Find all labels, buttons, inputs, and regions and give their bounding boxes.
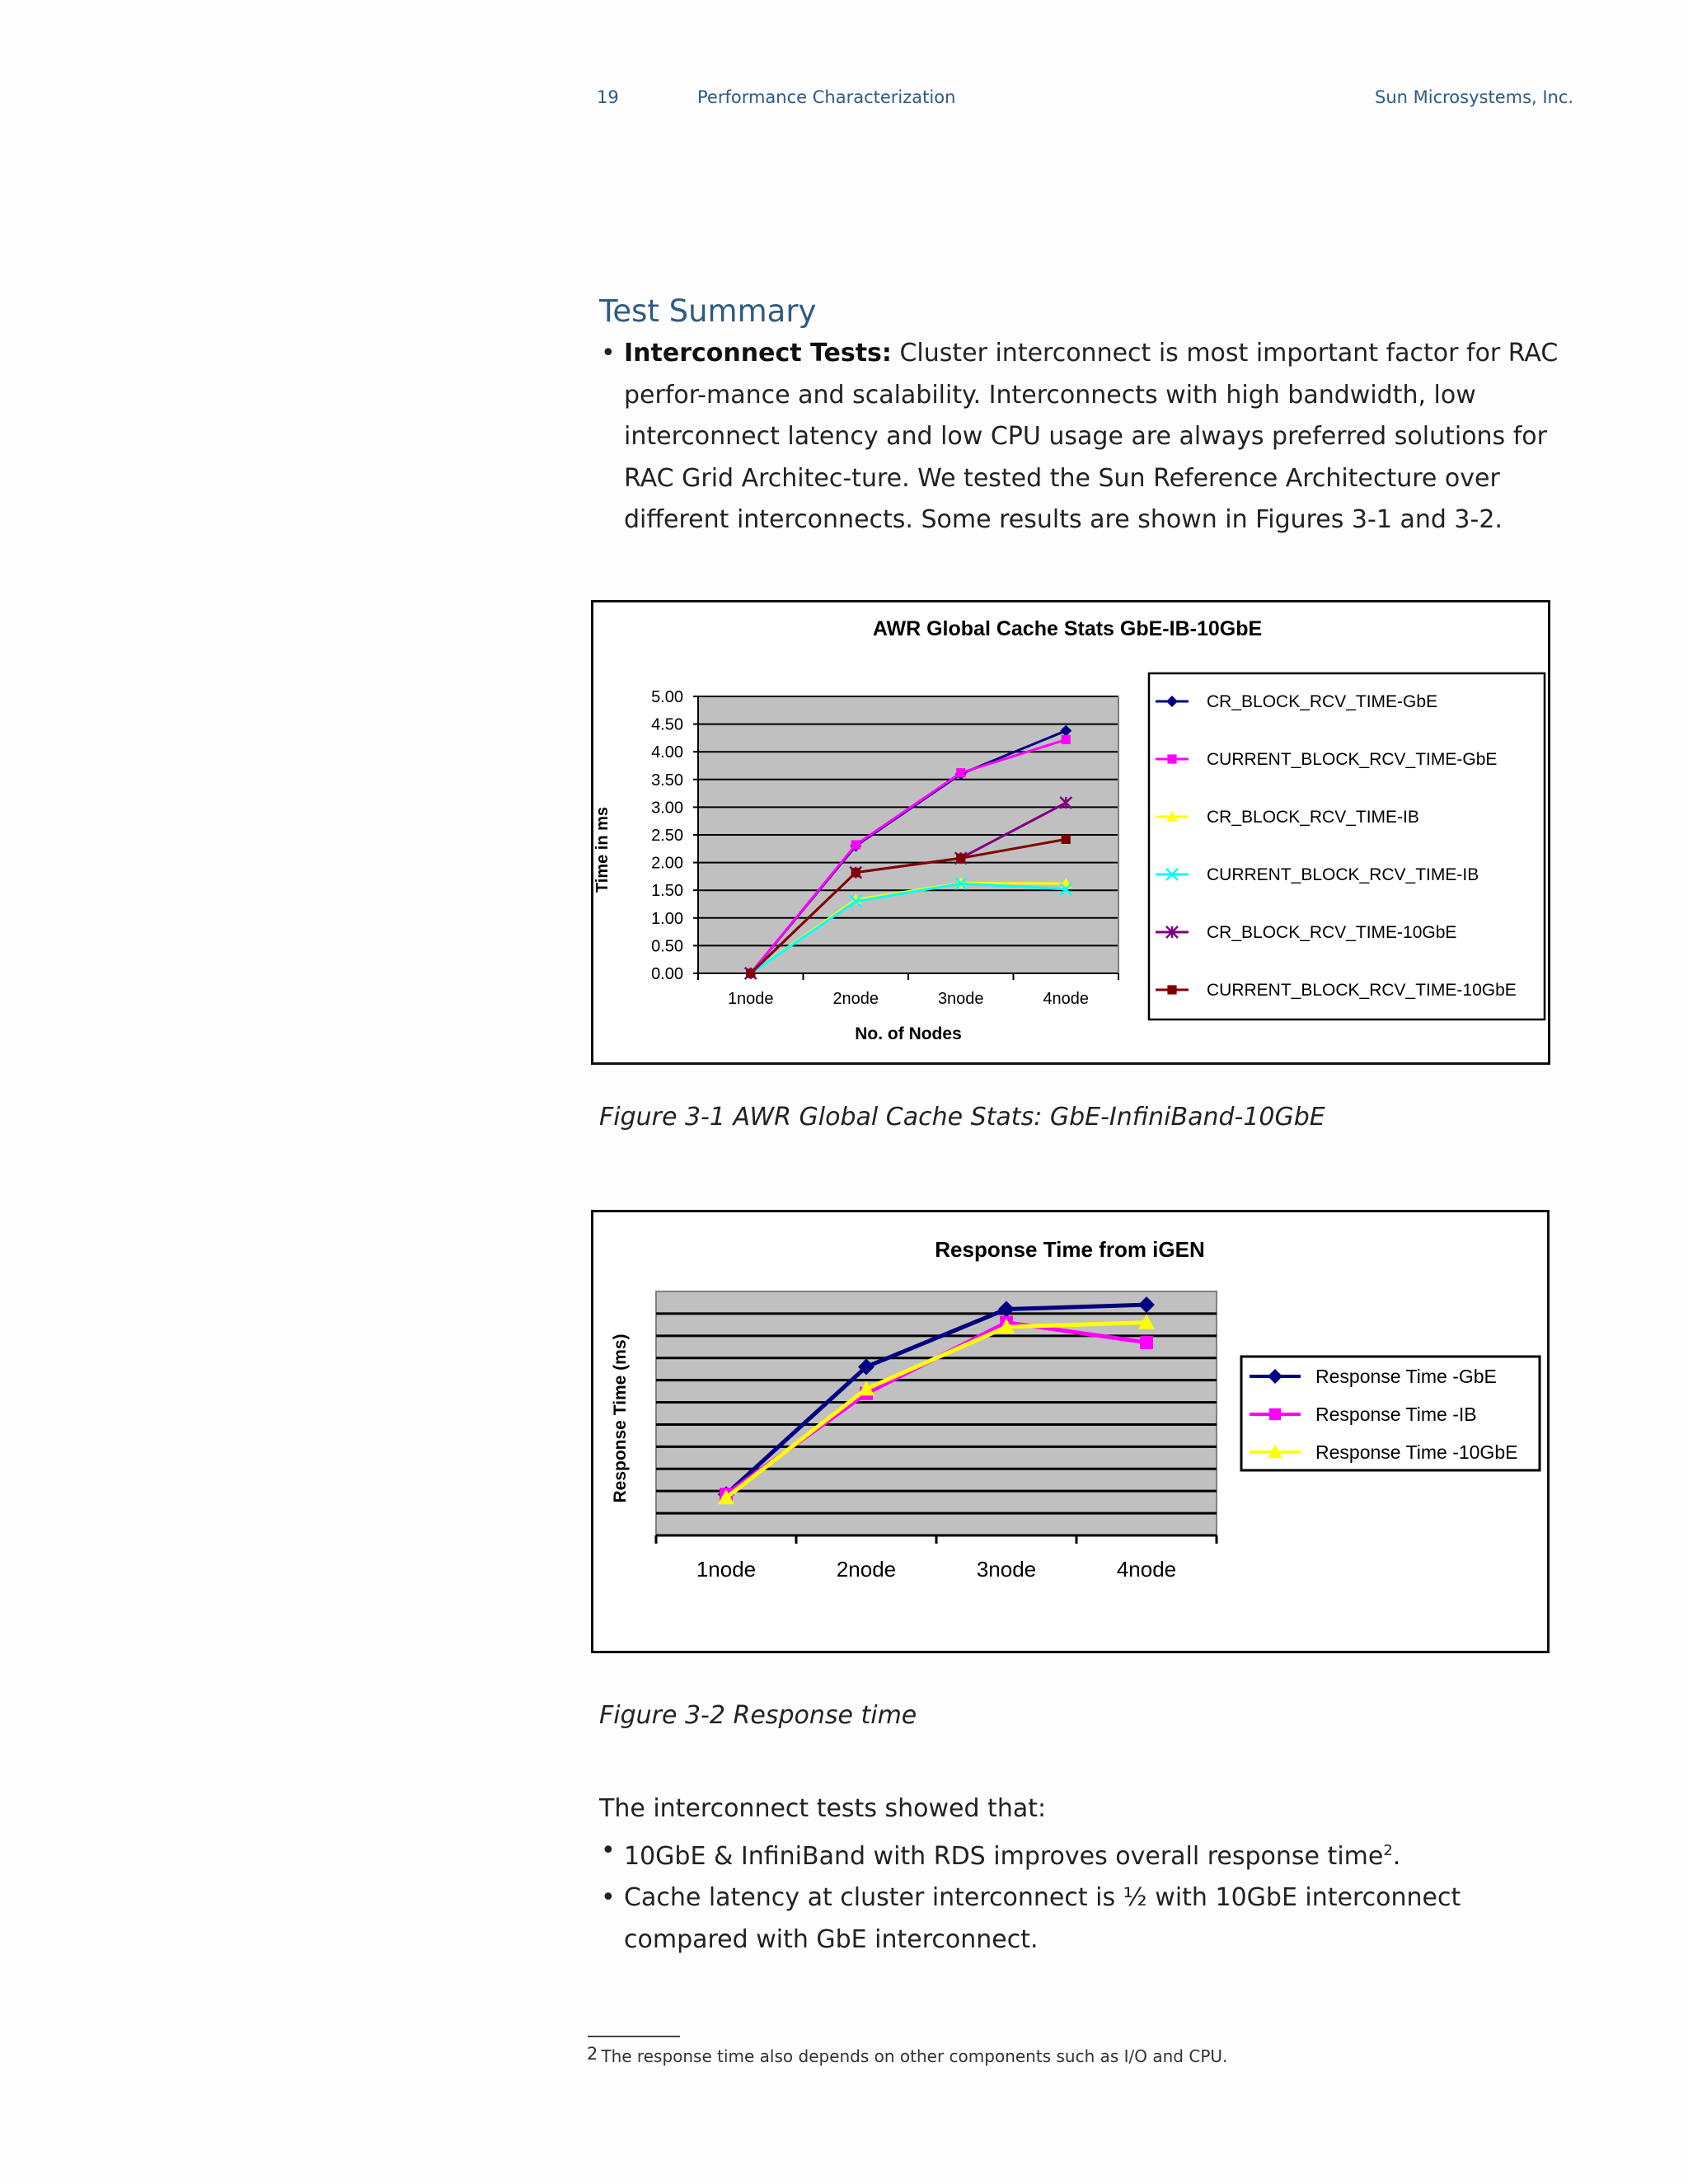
figure-1-svg <box>593 602 1553 1067</box>
chart-1-legend-label: CR_BLOCK_RCV_TIME-10GbE <box>1207 923 1457 942</box>
chart-1-y-tick-label: 1.50 <box>651 882 683 901</box>
chart-1-y-tick-label: 4.00 <box>651 743 683 762</box>
summary-paragraph <box>599 1788 1564 1961</box>
chart-2-point-response-time-ib <box>1140 1336 1153 1349</box>
section-heading: Test Summary <box>599 293 817 329</box>
chart-1-legend-label: CR_BLOCK_RCV_TIME-GbE <box>1207 692 1438 711</box>
chart-1-title: AWR Global Cache Stats GbE-IB-10GbE <box>872 617 1263 640</box>
summary-bullet-2: • Cache latency at cluster interconnect is ½ with 10GbE interconnect compared with GbE interconnect. <box>599 1877 1564 1961</box>
intro-bullet <box>599 333 1564 541</box>
chart-1-x-tick-label: 3node <box>937 990 984 1008</box>
chart-1-y-tick-label: 4.50 <box>651 715 683 734</box>
chart-1-point-current-block-rcv-time-10gbe <box>1062 835 1071 844</box>
figure-2-caption: Figure 3-2 Response time <box>599 1701 917 1730</box>
footnote-divider <box>588 2036 680 2037</box>
chart-1-x-tick-label: 2node <box>832 990 879 1008</box>
chart-2-x-tick-label: 3node <box>976 1557 1037 1582</box>
figure-2-svg <box>593 1212 1552 1656</box>
chart-1-y-tick-label: 0.00 <box>651 965 683 983</box>
chart-1-y-tick-label: 3.50 <box>651 771 683 790</box>
chart-2-title: Response Time from iGEN <box>935 1237 1205 1262</box>
chart-1-point-current-block-rcv-time-gbe <box>1062 735 1071 744</box>
chart-2-x-tick-label: 4node <box>1116 1557 1177 1582</box>
chart-2-x-tick-label: 1node <box>696 1557 757 1582</box>
chart-1-point-current-block-rcv-time-10gbe <box>746 968 755 977</box>
chart-1-legend <box>1149 673 1545 1019</box>
chart-2-legend-label: Response Time -10GbE <box>1315 1441 1518 1463</box>
chart-2-y-axis-label: Response Time (ms) <box>611 1333 630 1503</box>
chart-1-y-tick-label: 3.00 <box>651 799 683 818</box>
summary-bullet-1-text: 10GbE & InfiniBand with RDS improves overall response time <box>624 1841 1384 1871</box>
footnote-ref[interactable]: 2 <box>1383 1841 1393 1859</box>
intro-paragraph <box>599 333 1564 541</box>
chart-1-x-axis-label: No. of Nodes <box>855 1024 962 1043</box>
chart-1-x-tick-label: 4node <box>1043 990 1090 1008</box>
figure-1-chart <box>591 600 1550 1065</box>
intro-bullet-text: Cluster interconnect is most important factor for RAC perfor-mance and scalability. Interconnects with high bandwidth, low interconnect latency and low CPU usage are always preferred solutions for RAC Grid Architec-ture. We tested the Sun Reference Architecture over different interconnects. Some results are shown in Figures 3-1 and 3-2. <box>624 339 1559 534</box>
chart-1-point-current-block-rcv-time-gbe <box>956 768 965 777</box>
chart-1-legend-label: CURRENT_BLOCK_RCV_TIME-GbE <box>1207 750 1498 769</box>
chart-2-legend-label: Response Time -GbE <box>1315 1366 1497 1387</box>
summary-intro: The interconnect tests showed that: <box>599 1794 1047 1823</box>
figure-1-caption: Figure 3-1 AWR Global Cache Stats: GbE-InfiniBand-10GbE <box>599 1103 1325 1132</box>
chart-2-plot-area <box>656 1291 1217 1535</box>
summary-bullet-1 <box>599 1830 1564 1878</box>
chart-1-point-current-block-rcv-time-gbe <box>851 840 860 849</box>
intro-bullet-lead: Interconnect Tests: <box>624 339 892 368</box>
chart-1-legend-label: CURRENT_BLOCK_RCV_TIME-10GbE <box>1207 981 1517 1000</box>
chart-2-x-tick-label: 2node <box>836 1557 897 1582</box>
chart-1-y-tick-label: 2.00 <box>651 854 683 873</box>
chart-1-y-tick-label: 2.50 <box>651 827 683 845</box>
chart-1-x-tick-label: 1node <box>727 990 774 1008</box>
footnote-text: The response time also depends on other components such as I/O and CPU. <box>601 2046 1228 2066</box>
chart-1-legend-marker-current-block-rcv-time-10gbe <box>1167 985 1176 994</box>
chart-1-point-current-block-rcv-time-10gbe <box>956 854 965 863</box>
figure-2-chart <box>591 1210 1550 1653</box>
footnote <box>587 2044 1227 2066</box>
chart-1-y-tick-label: 5.00 <box>651 688 683 706</box>
chart-1-point-current-block-rcv-time-10gbe <box>851 868 860 877</box>
chart-1-y-axis-label: Time in ms <box>593 806 612 893</box>
footnote-number: 2 <box>587 2044 598 2064</box>
chart-1-y-tick-label: 0.50 <box>651 937 683 956</box>
running-section-title: Performance Characterization <box>697 87 956 107</box>
chart-1-legend-label: CR_BLOCK_RCV_TIME-IB <box>1207 808 1419 827</box>
chart-1-y-tick-label: 1.00 <box>651 909 683 928</box>
chart-2-legend-marker-response-time-ib <box>1269 1408 1281 1420</box>
chart-1-legend-marker-current-block-rcv-time-gbe <box>1167 754 1176 763</box>
chart-1-legend-label: CURRENT_BLOCK_RCV_TIME-IB <box>1207 865 1479 884</box>
running-company-name: Sun Microsystems, Inc. <box>1375 87 1574 107</box>
summary-bullet-1-end: . <box>1392 1841 1401 1871</box>
chart-2-legend-label: Response Time -IB <box>1315 1404 1477 1425</box>
page-number: 19 <box>597 87 619 107</box>
